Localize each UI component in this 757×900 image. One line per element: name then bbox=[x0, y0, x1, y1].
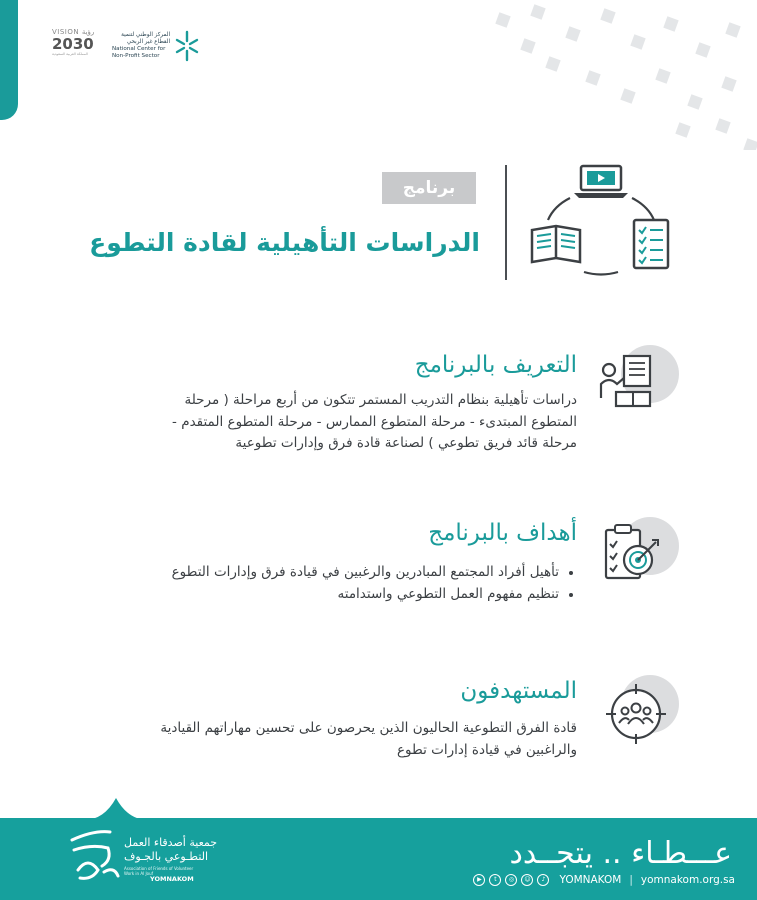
association-name-2: التطـوعي بالجـوف bbox=[124, 850, 209, 863]
footer-slogan: عـــطـاء .. يتجــدد bbox=[509, 836, 732, 871]
footer-separator: | bbox=[629, 874, 633, 886]
footer-links bbox=[473, 874, 735, 886]
ncnp-ar-1: المركز الوطني لتنمية bbox=[121, 32, 170, 38]
footer-notch bbox=[84, 798, 148, 820]
ncnp-en-2: Non-Profit Sector bbox=[112, 53, 160, 59]
association-brand: YOMNAKOM bbox=[150, 875, 194, 883]
goal-item: تأهيل أفراد المجتمع المبادرين والرغبين في قيادة فرق وإدارات التطوع bbox=[157, 562, 577, 584]
tiktok-icon[interactable]: ♪ bbox=[537, 874, 549, 886]
association-calligraphy-icon bbox=[64, 826, 122, 886]
program-badge: برنامج bbox=[382, 172, 476, 204]
association-name-1: جمعية أصدقاء العمل bbox=[124, 836, 218, 849]
ncnp-en-1: National Center for bbox=[112, 46, 166, 52]
vision-2030-logo bbox=[52, 28, 106, 64]
goal-item: تنظيم مفهوم العمل التطوعي واستدامته bbox=[157, 584, 577, 606]
social-icons bbox=[473, 874, 549, 886]
vision-country: المملكة العربية السعودية bbox=[52, 52, 88, 56]
vision-year: 2030 bbox=[52, 35, 94, 53]
footer-handle[interactable]: YOMNAKOM bbox=[559, 874, 622, 886]
ncnp-ar-2: القطاع غير الربحي bbox=[126, 39, 170, 45]
audience-target-icon bbox=[596, 670, 680, 750]
header-divider bbox=[505, 165, 507, 280]
ncnp-mark-icon bbox=[174, 29, 200, 63]
association-logo bbox=[64, 826, 224, 890]
footer-website[interactable]: yomnakom.org.sa bbox=[640, 874, 735, 886]
snapchat-icon[interactable]: ☺ bbox=[521, 874, 533, 886]
corner-decoration bbox=[0, 0, 18, 120]
page-title: الدراسات التأهيلية لقادة التطوع bbox=[89, 228, 480, 257]
youtube-icon[interactable]: ▶ bbox=[473, 874, 485, 886]
target-title: المستهدفون bbox=[460, 678, 577, 704]
definition-title: التعريف بالبرنامج bbox=[414, 352, 577, 378]
education-cycle-icon bbox=[526, 160, 676, 278]
vision-label: VISION رؤية bbox=[52, 28, 95, 36]
goals-title: أهداف بالبرنامج bbox=[428, 520, 577, 546]
definition-text: دراسات تأهيلية بنظام التدريب المستمر تتكون من أربع مراحلة ( مرحلة المتطوع المبتدىء - مرحلة المتطوع الممارس - مرحلة المتطوع المتقدم - مرحلة قائد فريق تطوعي ) لصناعة قادة فرق وإدارات تطوعية bbox=[172, 392, 577, 451]
instagram-icon[interactable]: ◎ bbox=[505, 874, 517, 886]
twitter-icon[interactable]: t bbox=[489, 874, 501, 886]
goals-list bbox=[157, 562, 577, 605]
goals-target-icon bbox=[596, 512, 680, 592]
ncnp-logo bbox=[112, 28, 200, 64]
association-name-en: Association of Friends of Volunteer Work in Al Jouf bbox=[124, 866, 194, 876]
target-text: قادة الفرق التطوعية الحاليون الذين يحرصون على تحسين مهاراتهم القيادية والراغبين في قيادة إدارات تطوع bbox=[160, 720, 577, 758]
presentation-icon bbox=[596, 340, 680, 420]
background-pattern bbox=[427, 0, 757, 150]
